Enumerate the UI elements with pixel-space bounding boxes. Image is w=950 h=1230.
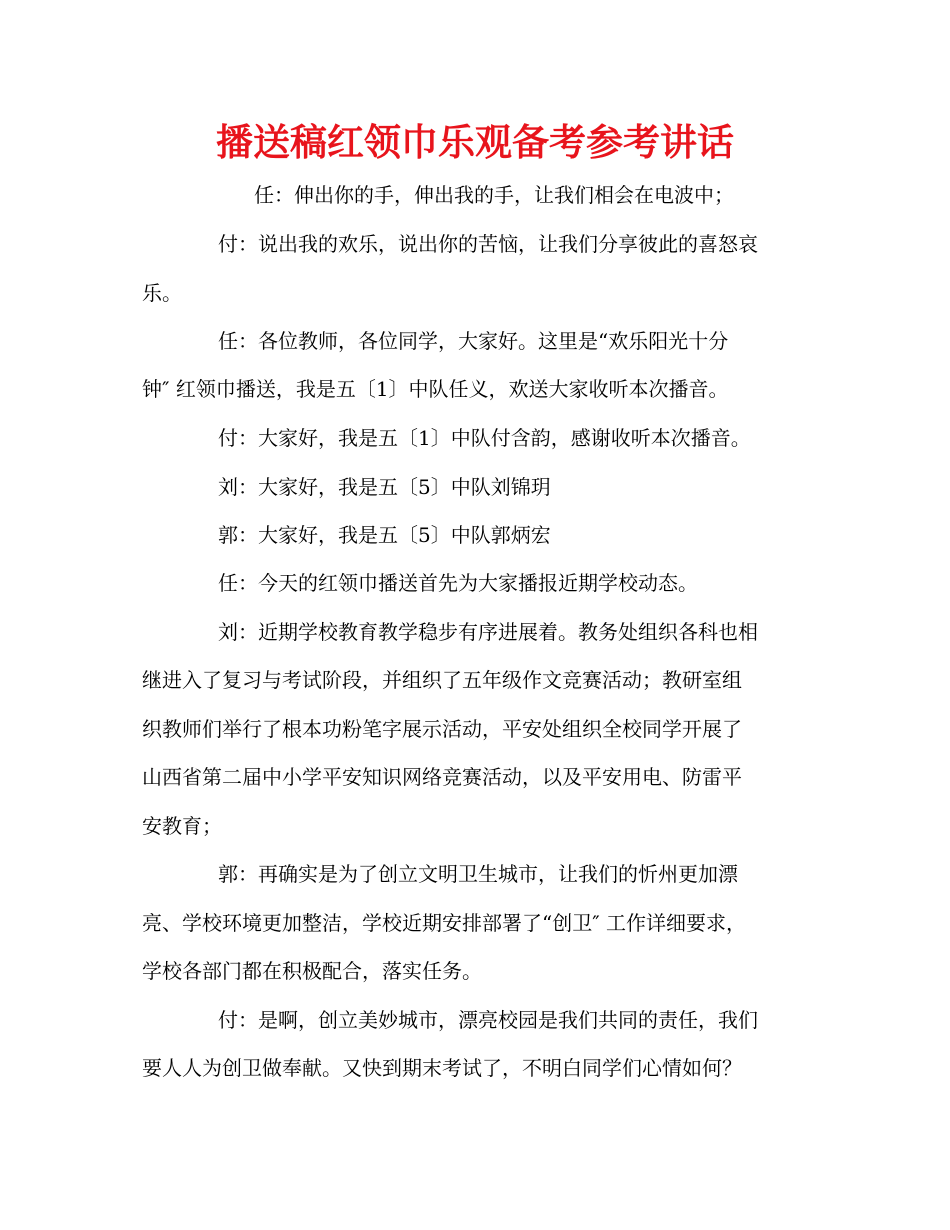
paragraph-line: 钟″ 红领巾播送，我是五〔1〕中队任义，欢送大家收听本次播音。 [142,377,729,401]
paragraph-line: 亮、学校环境更加整洁，学校近期安排部署了“创卫″ 工作详细要求， [142,911,747,935]
paragraph-line: 要人人为创卫做奉献。又快到期末考试了，不明白同学们心情如何？ [142,1056,742,1080]
paragraph-line: 学校各部门都在积极配合，落实任务。 [142,959,482,983]
paragraph-line: 刘：大家好，我是五〔5〕中队刘锦玥 [218,475,551,499]
paragraph-line: 织教师们举行了根本功粉笔字展示活动，平安处组织全校同学开展了 [142,717,742,741]
paragraph-line: 郭：再确实是为了创立文明卫生城市，让我们的忻州更加漂 [218,862,738,886]
paragraph-line: 付：说出我的欢乐，说出你的苦恼，让我们分享彼此的喜怒哀 [218,232,758,256]
paragraph-line: 任：伸出你的手，伸出我的手，让我们相会在电波中； [254,183,734,207]
paragraph-line: 付：大家好，我是五〔1〕中队付含韵，感谢收听本次播音。 [218,426,751,450]
document-title: 播送稿红领巾乐观备考参考讲话 [216,121,734,164]
paragraph-line: 付：是啊，创立美妙城市，漂亮校园是我们共同的责任，我们 [218,1008,758,1032]
paragraph-line: 安教育； [142,814,222,838]
paragraph-line: 山西省第二届中小学平安知识网络竞赛活动，以及平安用电、防雷平 [142,765,742,789]
paragraph-line: 刘：近期学校教育教学稳步有序进展着。教务处组织各科也相 [218,620,758,644]
paragraph-line: 继进入了复习与考试阶段，并组织了五年级作文竞赛活动；教研室组 [142,668,742,692]
paragraph-line: 任：今天的红领巾播送首先为大家播报近期学校动态。 [218,571,698,595]
paragraph-line: 郭：大家好，我是五〔5〕中队郭炳宏 [218,523,551,547]
paragraph-line: 任：各位教师，各位同学，大家好。这里是“欢乐阳光十分 [218,329,729,353]
paragraph-line: 乐。 [142,281,182,305]
